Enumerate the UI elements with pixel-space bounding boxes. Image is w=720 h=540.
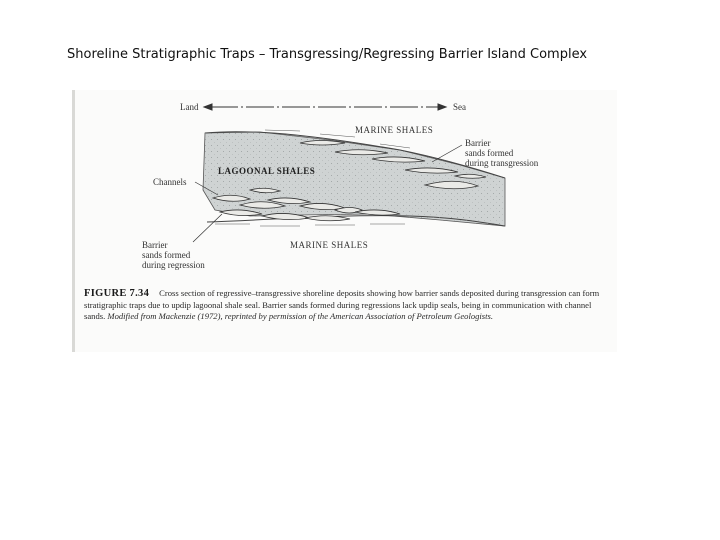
barrier-regression-line-2: sands formed [142,250,191,260]
barrier-regression-label [142,240,205,270]
lagoonal-shales-label: LAGOONAL SHALES [218,166,316,176]
marine-shales-top-label: MARINE SHALES [355,125,434,135]
sea-label: Sea [453,102,466,112]
barrier-regression-line-1: Barrier [142,240,168,250]
barrier-transgression-line-2: sands formed [465,148,514,158]
marine-shales-bottom-label: MARINE SHALES [290,240,369,250]
slide-title: Shoreline Stratigraphic Traps – Transgressing/Regressing Barrier Island Complex [67,47,588,62]
barrier-transgression-line-3: during transgression [465,158,539,168]
figure-number: FIGURE 7.34 [84,288,150,299]
barrier-regression-line-3: during regression [142,260,205,270]
land-label: Land [180,102,199,112]
barrier-transgression-line-1: Barrier [465,138,491,148]
barrier-transgression-label [465,138,538,168]
channels-label: Channels [153,177,187,187]
caption-text: Cross section of regressive–transgressive shoreline deposits showing how barrier sands deposited during transgression can form stratigraphic traps due to updip lagoonal shale seal. Barrier sands formed during regressions lack updip seals, being in communication with channel sands. [84,288,600,321]
figure-caption [84,288,614,323]
land-sea-arrow [204,104,446,110]
caption-credit: Modified from Mackenzie (1972), reprinted by permission of the American Association of Petroleum Geologists. [107,311,494,321]
